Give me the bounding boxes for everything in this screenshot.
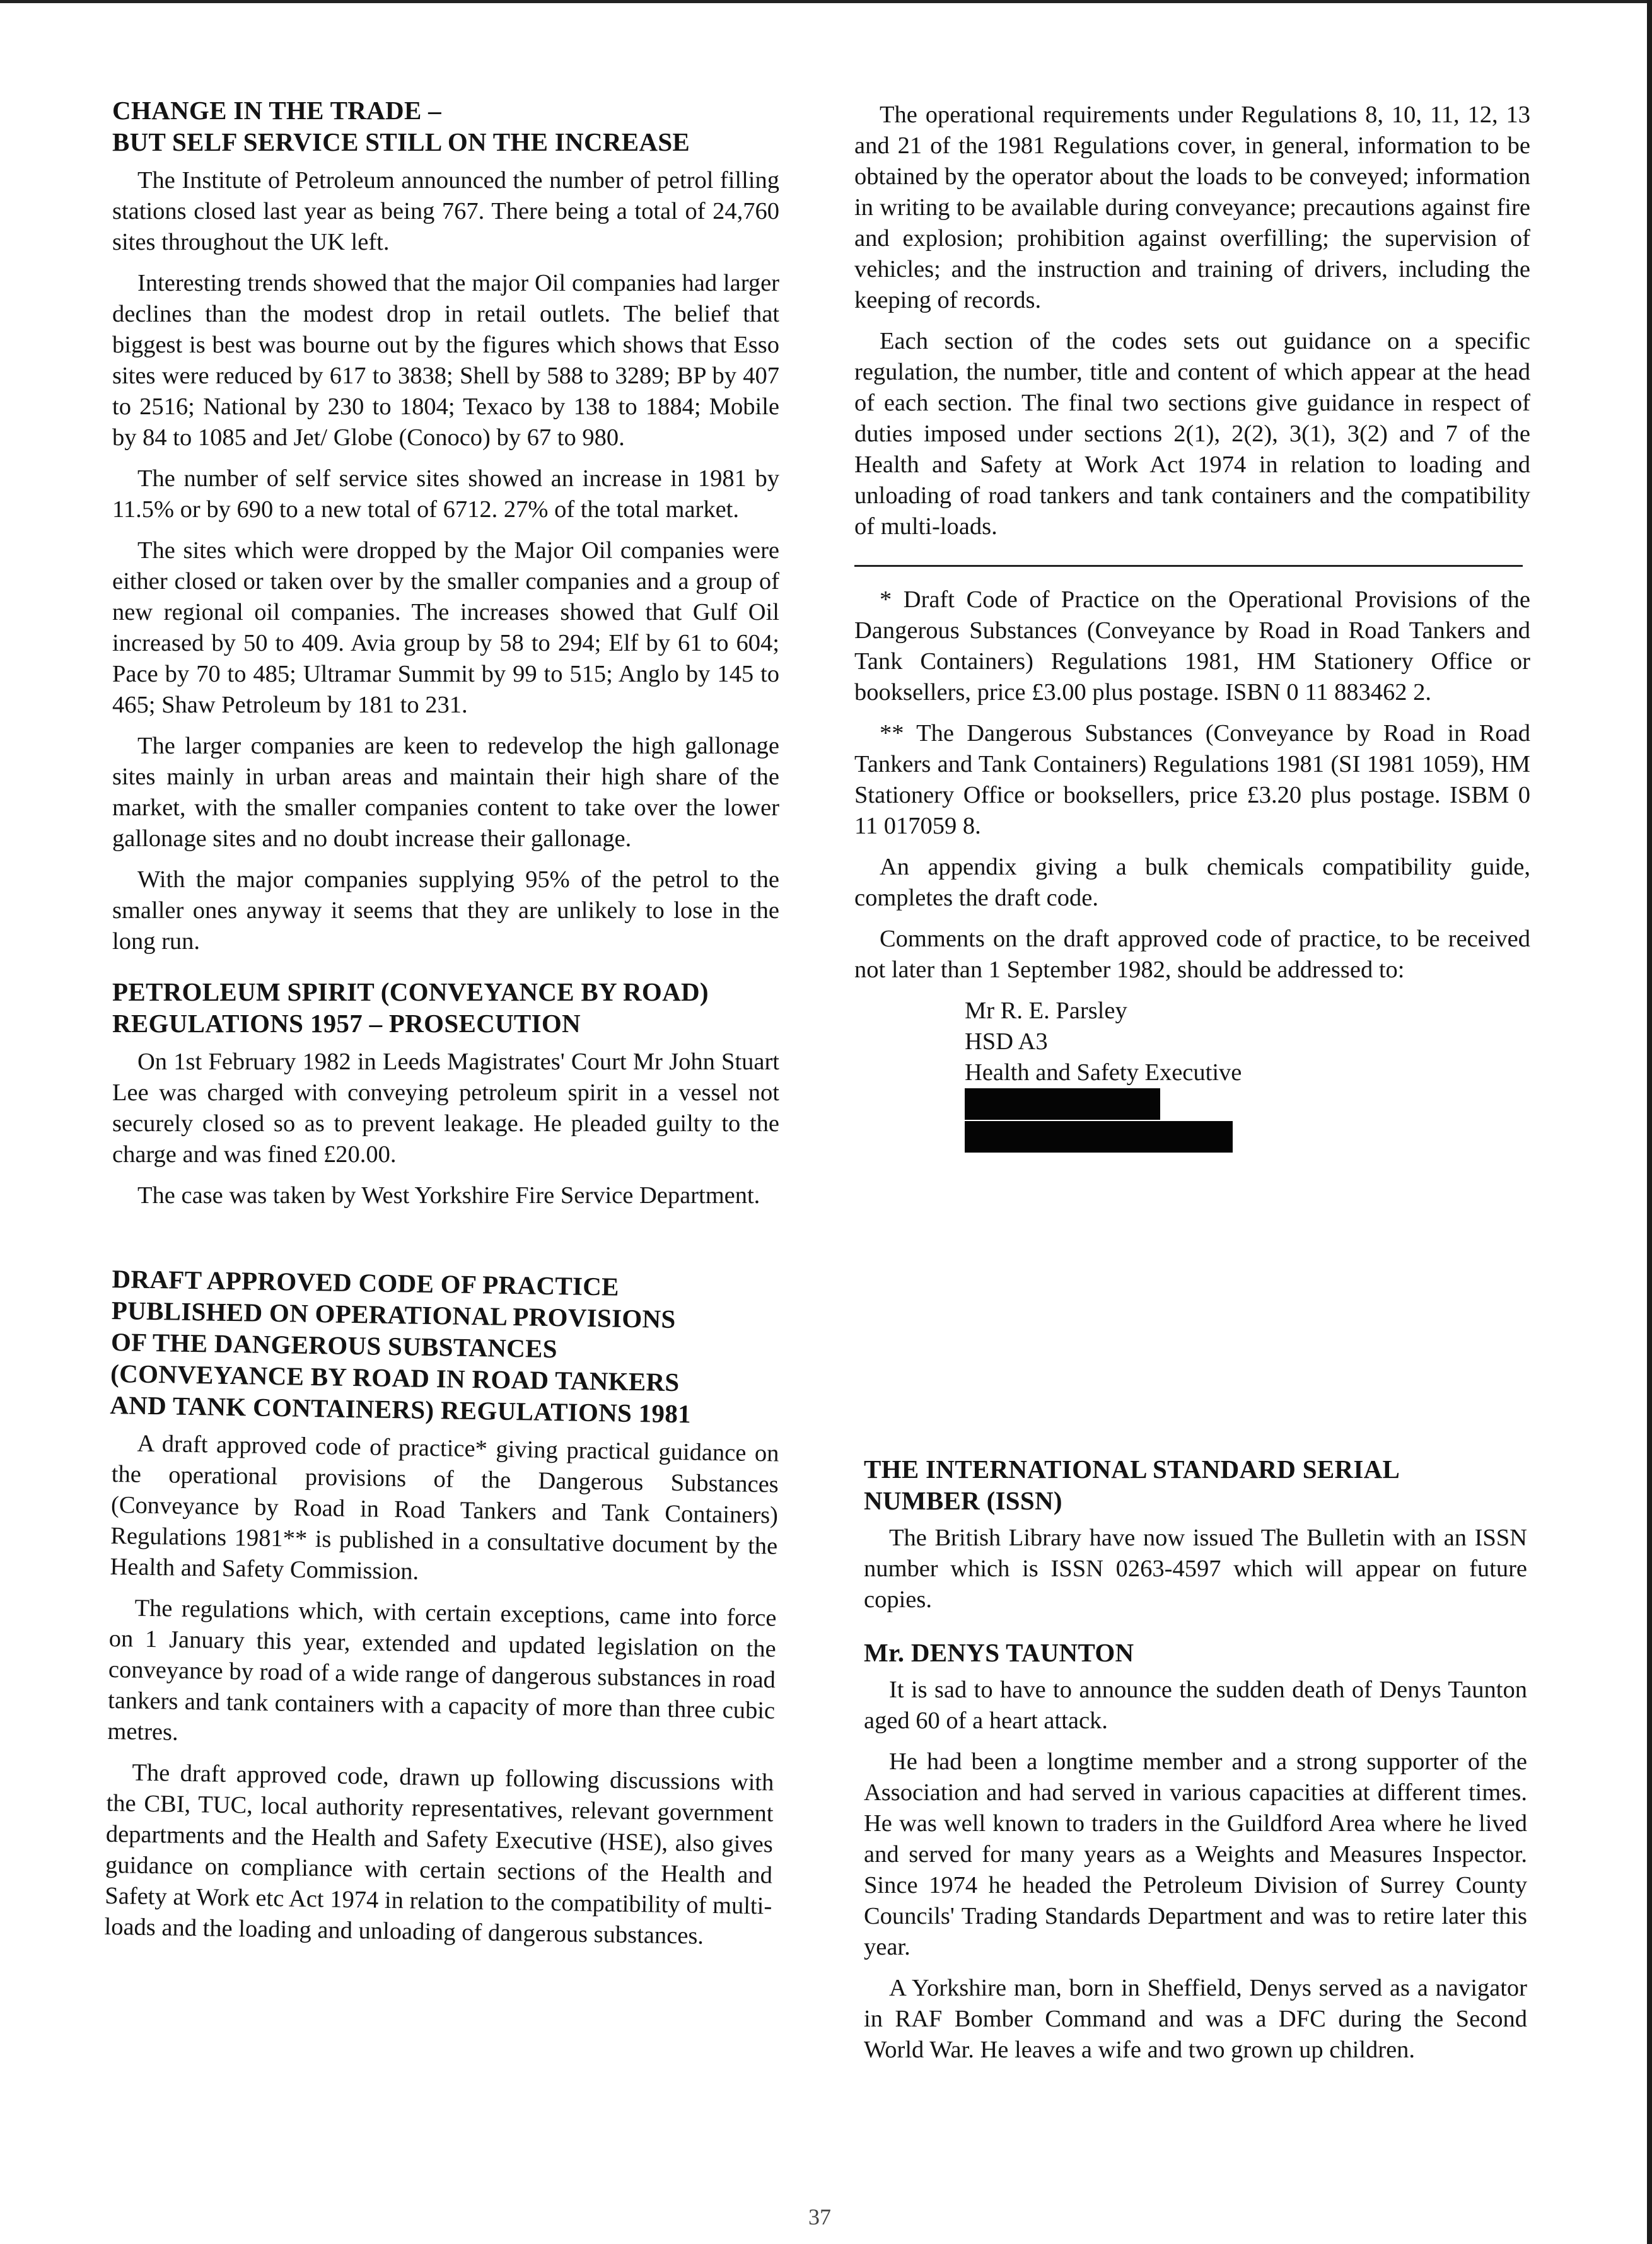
address-line: Health and Safety Executive xyxy=(965,1059,1242,1086)
article-petroleum-prosecution xyxy=(112,976,779,1211)
paragraph: A draft approved code of practice* giving practical guidance on the operational provisions of the Dangerous Substances (Conveyance by Road in Road Tankers and Tank Containers) Regulations 1981** is published in a consultative document by the Health and Safety Commission. xyxy=(110,1430,779,1585)
paragraph: The larger companies are keen to redevelop the high gallonage sites mainly in urban areas and maintain their high share of the market, with the smaller companies content to take over the lower gallonage sites and no doubt increase their gallonage. xyxy=(112,733,779,852)
article-issn xyxy=(864,1453,1527,1615)
article-title: Mr. DENYS TAUNTON xyxy=(864,1638,1134,1667)
paragraph: The Institute of Petroleum announced the number of petrol filling stations closed last year as being 767. There being a total of 24,760 sites throughout the UK left. xyxy=(112,167,779,255)
redacted-block xyxy=(965,1121,1233,1153)
address-line: Mr R. E. Parsley xyxy=(965,997,1127,1024)
paragraph: A Yorkshire man, born in Sheffield, Denys served as a navigator in RAF Bomber Command and was a DFC during the Second World War. He leaves a wife and two grown up children. xyxy=(864,1975,1527,2063)
right-lower-column xyxy=(864,1453,1527,2076)
paragraph: Each section of the codes sets out guidance on a specific regulation, the number, title and content of which appear at the head of each section. The final two sections give guidance in respect of duties imposed under sections 2(1), 2(2), 3(1), 3(2) and 7 of the Health and Safety at Work Act 1974 in relation to loading and unloading of road tankers and tank containers and the compatibility of multi-loads. xyxy=(854,328,1530,540)
paragraph: The regulations which, with certain exceptions, came into force on 1 January this year, extended and updated legislation on the conveyance by road of a wide range of dangerous substances in road tankers and tank containers with a capacity of more than three cubic metres. xyxy=(107,1595,777,1746)
address-line: HSD A3 xyxy=(965,1028,1048,1055)
article-draft-code xyxy=(104,1263,779,1950)
redacted-block xyxy=(965,1088,1160,1120)
page-number: 37 xyxy=(808,2204,831,2229)
paragraph: Comments on the draft approved code of practice, to be received not later than 1 September 1982, should be addressed to: xyxy=(854,926,1530,983)
paragraph: Interesting trends showed that the major Oil companies had larger declines than the modest drop in retail outlets. The belief that biggest is best was bourne out by the figures which shows that Esso sites were reduced by 617 to 3838; Shell by 588 to 3289; BP by 407 to 2516; National by 230 to 1804; Texaco by 138 to 1884; Mobile by 84 to 1085 and Jet/ Globe (Conoco) by 67 to 980. xyxy=(112,270,779,451)
paragraph: The draft approved code, drawn up following discussions with the CBI, TUC, local authority representatives, relevant government departments and the Health and Safety Executive (HSE), also gives guidance on compliance with certain sections of the Health and Safety at Work etc Act 1974 in relation to the compatibility of multi-loads and the loading and unloading of dangerous substances. xyxy=(104,1759,774,1950)
article-title: CHANGE IN THE TRADE – BUT SELF SERVICE STILL ON THE INCREASE xyxy=(112,96,690,156)
postal-address xyxy=(965,996,1530,1153)
article-change-in-trade xyxy=(112,95,779,957)
article-title: PETROLEUM SPIRIT (CONVEYANCE BY ROAD) REGULATIONS 1957 – PROSECUTION xyxy=(112,977,709,1038)
article-title: THE INTERNATIONAL STANDARD SERIAL NUMBER (ISSN) xyxy=(864,1455,1400,1515)
article-body xyxy=(104,1428,779,1953)
top-border xyxy=(0,0,1652,3)
right-column xyxy=(854,100,1530,1154)
paragraph: The British Library have now issued The Bulletin with an ISSN number which is ISSN 0263-4597 which will appear on future copies. xyxy=(864,1525,1527,1613)
footnote: * Draft Code of Practice on the Operational Provisions of the Dangerous Substances (Conveyance by Road in Road Tankers and Tank Containers) Regulations 1981, HM Stationery Office or booksellers, price £3.00 plus postage. ISBN 0 11 883462 2. xyxy=(854,586,1530,706)
footnote-divider xyxy=(854,565,1523,567)
paragraph: On 1st February 1982 in Leeds Magistrates' Court Mr John Stuart Lee was charged with conveying petroleum spirit in a vessel not securely closed so as to prevent leakage. He pleaded guilty to the charge and was fined £20.00. xyxy=(112,1049,779,1168)
footnote: ** The Dangerous Substances (Conveyance by Road in Road Tankers and Tank Containers) Regulations 1981 (SI 1981 1059), HM Stationery Office or booksellers, price £3.20 plus postage. ISBM 0 11 017059 8. xyxy=(854,720,1530,839)
paragraph: An appendix giving a bulk chemicals compatibility guide, completes the draft code. xyxy=(854,854,1530,911)
paragraph: With the major companies supplying 95% of the petrol to the smaller ones anyway it seems that they are unlikely to lose in the long run. xyxy=(112,866,779,955)
page-edge xyxy=(1647,0,1652,2244)
paragraph: The operational requirements under Regulations 8, 10, 11, 12, 13 and 21 of the 1981 Regulations cover, in general, information to be obtained by the operator about the loads to be conveyed; information in writing to be available during conveyance; precautions against fire and explosion; prohibition against overfilling; the supervision of vehicles; and the instruction and training of drivers, including the keeping of records. xyxy=(854,102,1530,313)
paragraph: The sites which were dropped by the Major Oil companies were either closed or taken over by the smaller companies and a group of new regional oil companies. The increases showed that Gulf Oil increased by 50 to 409. Avia group by 58 to 294; Elf by 61 to 604; Pace by 70 to 485; Ultramar Summit by 99 to 515; Anglo by 145 to 465; Shaw Petroleum by 181 to 231. xyxy=(112,537,779,718)
left-column xyxy=(104,95,779,1953)
article-title: DRAFT APPROVED CODE OF PRACTICE PUBLISHED ON OPERATIONAL PROVISIONS OF THE DANGEROUS SUBSTANCES (CONVEYANCE BY ROAD IN ROAD TANKERS AND TANK CONTAINERS) REGULATIONS 1981 xyxy=(110,1264,692,1429)
paragraph: The case was taken by West Yorkshire Fire Service Department. xyxy=(137,1182,760,1209)
paragraph: It is sad to have to announce the sudden death of Denys Taunton aged 60 of a heart attack. xyxy=(864,1677,1527,1734)
article-obituary xyxy=(864,1637,1527,2066)
paragraph: The number of self service sites showed an increase in 1981 by 11.5% or by 690 to a new total of 6712. 27% of the total market. xyxy=(112,465,779,523)
paragraph: He had been a longtime member and a strong supporter of the Association and had served in various capacities at different times. He was well known to traders in the Guildford Area where he lived and served for many years as a Weights and Measures Inspector. Since 1974 he headed the Petroleum Division of Surrey County Councils' Trading Standards Department and was to retire later this year. xyxy=(864,1748,1527,1960)
